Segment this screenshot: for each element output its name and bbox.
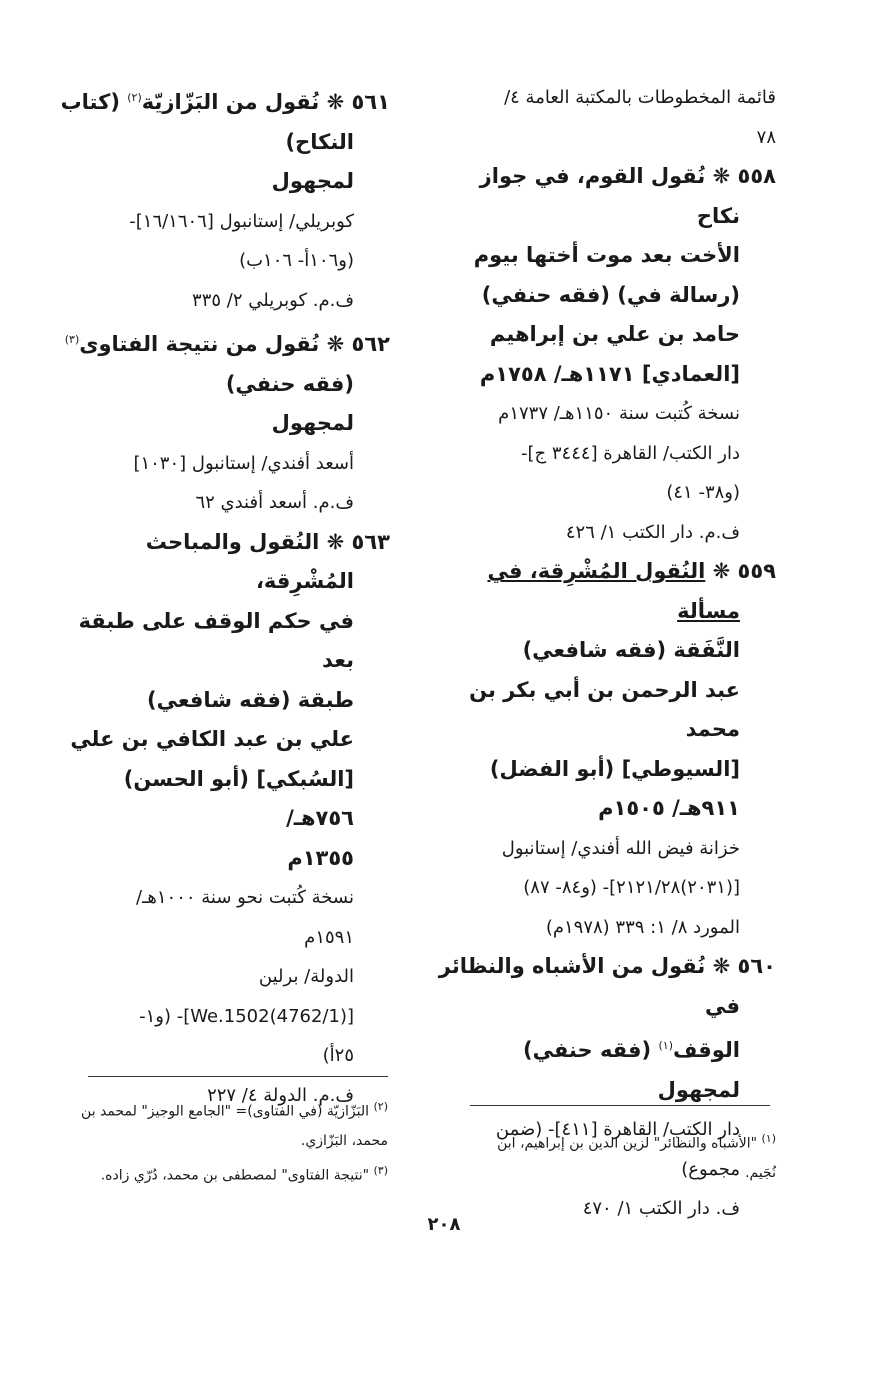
title-line: (فقه حنفي) xyxy=(225,371,354,396)
running-header-line-2: ٧٨ xyxy=(756,126,776,148)
author-line: ٩١١هـ/ ١٥٠٥م xyxy=(598,796,740,820)
author-line: لمجهول xyxy=(657,1077,740,1102)
footnote-rule-left xyxy=(88,1076,388,1077)
entry-561 xyxy=(50,78,390,320)
footnote-text: البَزّازيّة (في الفتاوى)= "الجامع الوجيز" لمحمد بن xyxy=(81,1103,370,1120)
entry-562 xyxy=(50,320,390,523)
footnote-mark: (٢) xyxy=(373,1100,388,1113)
footnote-text: نُجَيم. xyxy=(745,1164,776,1181)
entry-number: ٥٦٠ xyxy=(737,954,776,978)
footnote-line xyxy=(50,1127,388,1156)
entry-558 xyxy=(438,157,776,552)
title-line: في حكم الوقف على طبقة بعد xyxy=(78,608,354,672)
running-header-line-1: قائمة المخطوطات بالمكتبة العامة ٤/ xyxy=(504,87,776,108)
detail-line: دار الكتب/ القاهرة [٤١١]- (ضمن xyxy=(495,1119,740,1140)
entry-title xyxy=(50,320,390,365)
title-line: الأخت بعد موت أختها بيوم xyxy=(473,243,740,267)
detail-line: (و١٠٦أ- ١٠٦ب) xyxy=(239,250,354,271)
detail-line: المورد ٨/ ١: ٣٣٩ (١٩٧٨م) xyxy=(545,916,740,938)
author-line: [السُبكي] (أبو الحسن) ٧٥٦هـ/ xyxy=(123,766,354,830)
detail-line: دار الكتب/ القاهرة [٣٤٤٤ ج]- xyxy=(521,442,740,464)
star-icon: ❋ xyxy=(326,529,345,554)
footnote-marker: (١) xyxy=(658,1039,673,1052)
detail-line: (و٣٨- ٤١) xyxy=(666,482,740,503)
footnote-line xyxy=(50,1156,388,1191)
detail-line: أسعد أفندي/ إستانبول [١٠٣٠] xyxy=(133,452,354,474)
footnote-text: "الأشباه والنظائر" لزين الدين بن إبراهيم، ابن xyxy=(497,1135,758,1152)
detail-line: مجموع) xyxy=(681,1158,740,1180)
title-line: النكاح) xyxy=(285,129,354,154)
entry-563 xyxy=(50,523,390,1116)
star-icon: ❋ xyxy=(326,332,345,356)
title-text: نُقول من البَزّازيّة xyxy=(141,90,320,114)
entry-number: ٥٦٣ xyxy=(351,529,390,554)
entry-number: ٥٦٢ xyxy=(351,332,390,356)
detail-line: ف. دار الكتب ١/ ٤٧٠ xyxy=(582,1198,740,1219)
detail-line: [(4762/1)We.1502]- (و١- xyxy=(139,1005,354,1027)
author-line: لمجهول xyxy=(271,169,354,193)
title-line: طبقة (فقه شافعي) xyxy=(146,687,354,712)
detail-line: ف.م. الدولة ٤/ ٢٢٧ xyxy=(207,1084,354,1106)
entry-title xyxy=(438,552,776,631)
footnote-rule-right xyxy=(470,1105,770,1106)
title-line: نُقول من الأشباه والنظائر في xyxy=(438,954,740,1018)
author-line: علي بن عبد الكافي بن علي xyxy=(70,727,354,751)
footnote-text: "نتيجة الفتاوى" لمصطفى بن محمد، دُرّي زاده. xyxy=(100,1167,370,1184)
star-icon: ❋ xyxy=(712,164,731,188)
detail-line: ف.م. كوبريلي ٢/ ٣٣٥ xyxy=(192,289,354,311)
star-icon: ❋ xyxy=(326,90,345,114)
author-line: [العمادي] ١١٧١هـ/ ١٧٥٨م xyxy=(479,361,740,386)
author-line: عبد الرحمن بن أبي بكر بن محمد xyxy=(469,677,740,741)
entry-number: ٥٥٨ xyxy=(737,164,776,188)
footnote-marker: (٢) xyxy=(127,91,142,104)
detail-line: ف.م. دار الكتب ١/ ٤٢٦ xyxy=(565,521,740,543)
title-line xyxy=(438,1026,776,1071)
entry-number: ٥٥٩ xyxy=(737,559,776,583)
footnote-line xyxy=(438,1124,776,1159)
detail-line: ٢٥أ) xyxy=(322,1045,354,1066)
detail-line: ف.م. أسعد أفندي ٦٢ xyxy=(195,492,354,513)
entry-title xyxy=(50,78,390,123)
detail-line: الدولة/ برلين xyxy=(258,966,354,987)
title-line: (رسالة في) (فقه حنفي) xyxy=(481,282,740,307)
title-text: نُقول من نتيجة الفتاوى xyxy=(79,332,320,356)
entry-number: ٥٦١ xyxy=(351,90,390,114)
entry-559 xyxy=(438,552,776,947)
footnote-marker: (٣) xyxy=(64,333,80,346)
title-line: النَّفَقة (فقه شافعي) xyxy=(522,638,740,662)
footnote-line xyxy=(438,1159,776,1188)
detail-line: خزانة فيض الله أفندي/ إستانبول xyxy=(501,837,740,859)
footnotes-right xyxy=(438,1124,776,1188)
detail-line: نسخة كُتبت سنة ١١٥٠هـ/ ١٧٣٧م xyxy=(498,403,740,424)
left-column xyxy=(50,78,390,1115)
page-number: ٢٠٨ xyxy=(427,1214,461,1235)
footnote-text: محمد، البَزّازي. xyxy=(300,1132,388,1149)
title-line: نُقول القوم، في جواز نكاح xyxy=(479,164,740,228)
star-icon: ❋ xyxy=(712,954,731,978)
author-line: حامد بن علي بن إبراهيم xyxy=(489,322,740,346)
title-tail: (فقه حنفي) xyxy=(522,1038,659,1062)
footnotes-left xyxy=(50,1092,388,1190)
author-line: لمجهول xyxy=(271,411,354,435)
footnote-mark: (١) xyxy=(761,1132,776,1145)
author-line: [السيوطي] (أبو الفضل) xyxy=(489,756,740,781)
entry-title xyxy=(50,523,390,602)
author-line: ١٣٥٥م xyxy=(287,845,354,870)
title-tail: (كتاب xyxy=(60,90,128,114)
right-column xyxy=(438,78,776,1229)
title-line: النُقول المُشْرِقة، في مسألة xyxy=(487,559,740,623)
detail-line: كوبريلي/ إستانبول [١٦/١٦٠٦]- xyxy=(129,210,354,232)
title-text: الوقف xyxy=(672,1038,740,1062)
title-line: النُقول والمباحث المُشْرِقة، xyxy=(145,529,354,593)
footnote-mark: (٣) xyxy=(373,1163,388,1177)
detail-line: نسخة كُتبت نحو سنة ١٠٠٠هـ/ xyxy=(136,887,354,908)
footnote-line xyxy=(50,1092,388,1127)
star-icon: ❋ xyxy=(712,559,731,583)
entry-title xyxy=(438,157,776,236)
detail-line: ١٥٩١م xyxy=(304,926,354,948)
entry-title xyxy=(438,947,776,1026)
detail-line: [(٢٠٣١)٢١٢١/٢٨]- (و٨٤- ٨٧) xyxy=(523,877,740,898)
